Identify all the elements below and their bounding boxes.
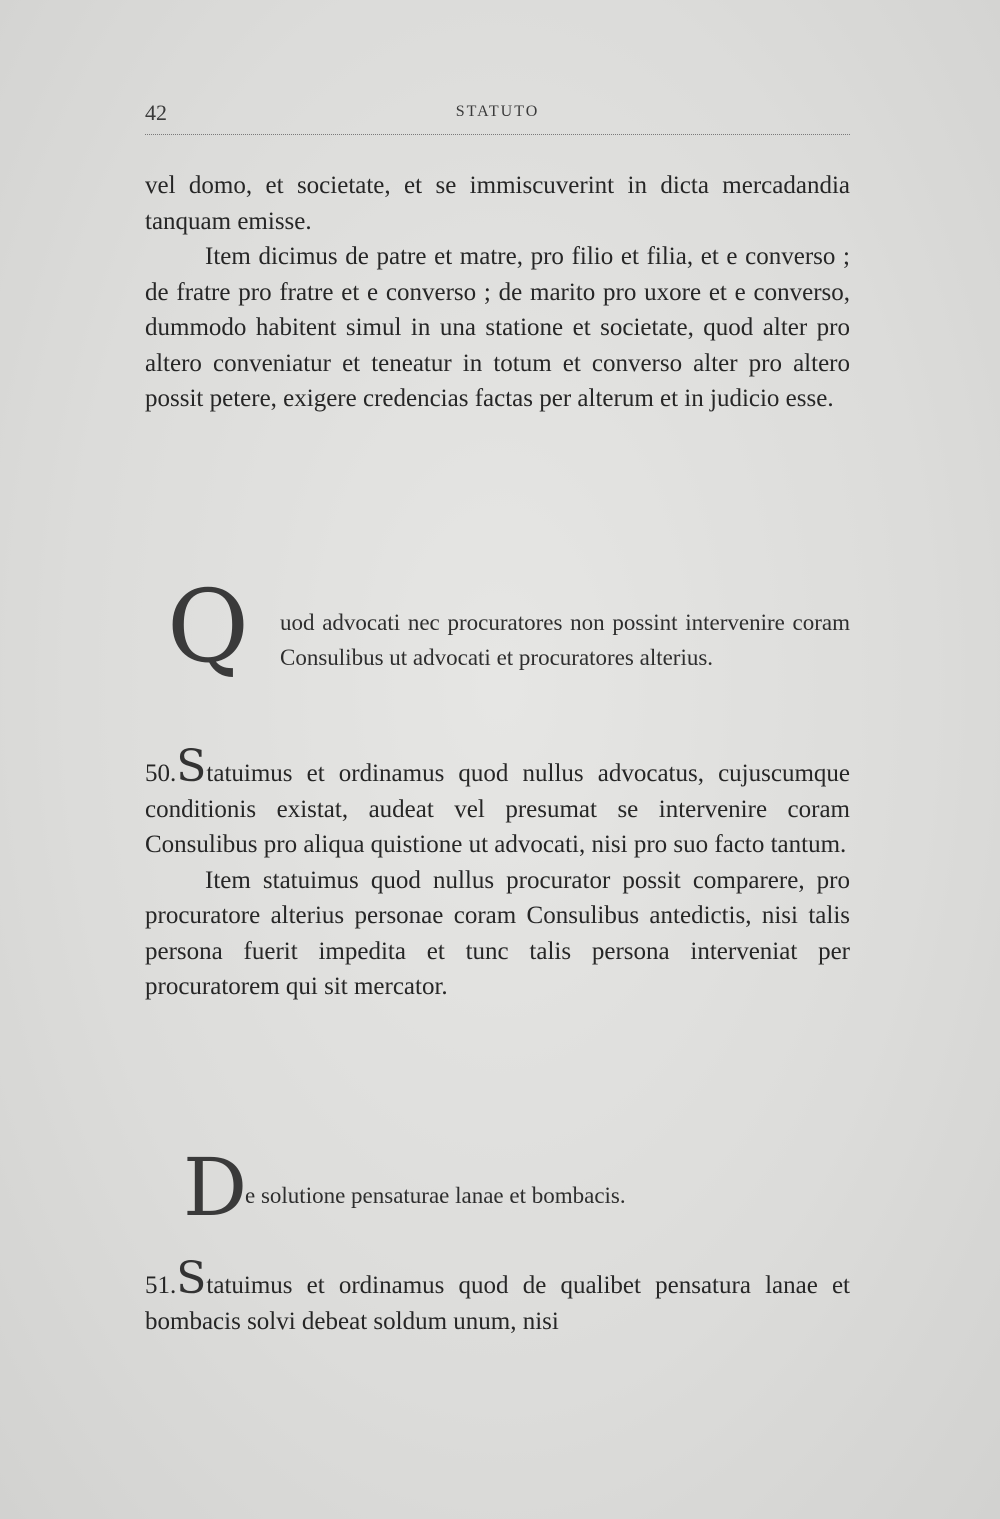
paragraph: vel domo, et societate, et se immiscuverint in dicta mercadandia tanquam emisse. <box>145 172 850 235</box>
text-block-1 <box>145 168 850 417</box>
article-text: tatuimus et ordinamus quod nullus advocatus, cujuscumque conditionis existat, audeat vel presumat se intervenire coram Consulibus pro aliqua quistione ut advocati, nisi pro suo facto tantum. <box>145 760 850 858</box>
article-51 <box>145 1253 850 1339</box>
article-initial: S <box>176 1253 207 1304</box>
article-number: 51. <box>145 1272 177 1299</box>
paragraph: Item statuimus quod nullus procurator possit comparere, pro procuratore alterius personae coram Consulibus antedictis, nisi talis persona fuerit impedita et tunc talis persona interveniat per procuratorem qui sit mercator. <box>145 866 850 1000</box>
section-title-d <box>145 1141 850 1234</box>
running-title: STATUTO <box>455 103 540 120</box>
page-number: 42 <box>145 100 167 125</box>
article-paragraph <box>145 741 850 863</box>
page-header <box>145 100 850 135</box>
article-50 <box>145 741 850 1005</box>
article-number: 50. <box>145 760 177 787</box>
article-initial: S <box>176 741 207 792</box>
section-title-q <box>145 568 850 685</box>
article-text: tatuimus et ordinamus quod de qualibet pensatura lanae et bombacis solvi debeat soldum unum, nisi <box>145 1272 850 1335</box>
drop-cap: D <box>183 1141 248 1234</box>
article-paragraph <box>145 1253 850 1339</box>
section-title-text: e solutione pensaturae lanae et bombacis. <box>245 1183 626 1208</box>
paragraph: Item dicimus de patre et matre, pro filio et filia, et e converso ; de fratre pro fratre et e converso ; de marito pro uxore et e converso, dummodo habitent simul in una statione et societate, quod alter pro altero conveniatur et teneatur in totum et converso alter pro altero possit petere, exigere credencias factas per alterum et in judicio esse. <box>145 243 850 412</box>
drop-cap: Q <box>167 568 249 685</box>
section-title-text: uod advocati nec procuratores non possint intervenire coram Consulibus ut advocati et procuratores alterius. <box>280 610 850 670</box>
